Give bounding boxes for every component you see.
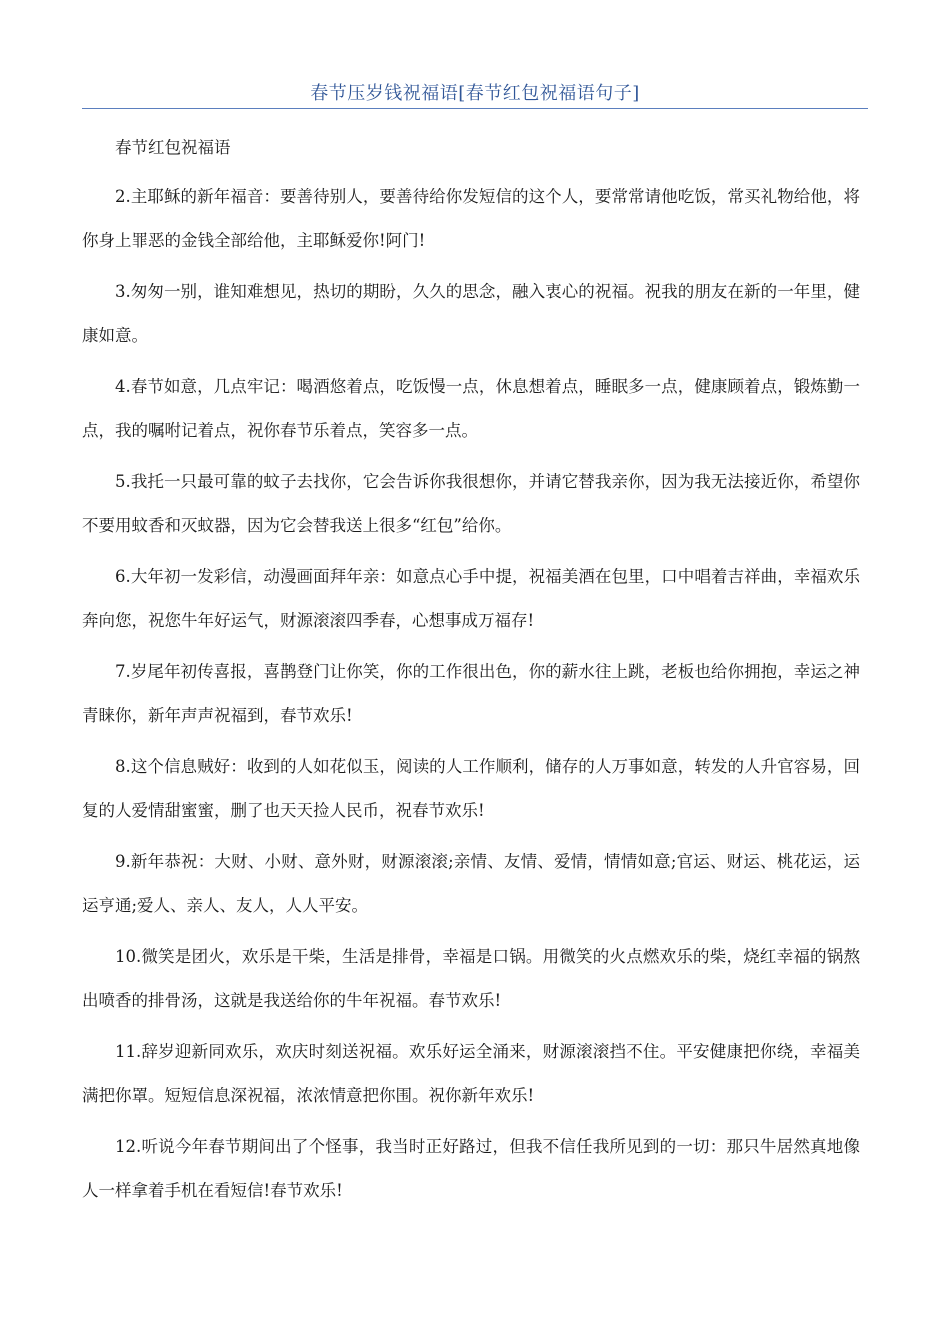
paragraph-3: 3.匆匆一别，谁知难想见，热切的期盼，久久的思念，融入衷心的祝福。祝我的朋友在新的一年里，健康如意。 (82, 282, 860, 345)
document-body (82, 124, 860, 1216)
paragraph-9: 9.新年恭祝：大财、小财、意外财，财源滚滚;亲情、友情、爱情，情情如意;官运、财运、桃花运，运运亨通;爱人、亲人、友人，人人平安。 (82, 852, 860, 915)
document-title: 春节压岁钱祝福语[春节红包祝福语句子] (310, 83, 640, 104)
title-underline (82, 108, 868, 109)
paragraph-6: 6.大年初一发彩信，动漫画面拜年亲：如意点心手中提，祝福美酒在包里，口中唱着吉祥曲，幸福欢乐奔向您，祝您牛年好运气，财源滚滚四季春，心想事成万福存! (82, 567, 860, 630)
paragraph-12: 12.听说今年春节期间出了个怪事，我当时正好路过，但我不信任我所见到的一切：那只牛居然真地像人一样拿着手机在看短信!春节欢乐! (82, 1137, 860, 1200)
paragraph-8: 8.这个信息贼好：收到的人如花似玉，阅读的人工作顺利，储存的人万事如意，转发的人升官容易，回复的人爱情甜蜜蜜，删了也天天捡人民币，祝春节欢乐! (82, 757, 860, 820)
paragraph-5: 5.我托一只最可靠的蚊子去找你，它会告诉你我很想你，并请它替我亲你，因为我无法接近你，希望你不要用蚊香和灭蚊器，因为它会替我送上很多“红包”给你。 (82, 472, 860, 535)
paragraph-2: 2.主耶稣的新年福音：要善待别人，要善待给你发短信的这个人，要常常请他吃饭，常买礼物给他，将你身上罪恶的金钱全部给他，主耶稣爱你!阿门! (82, 187, 860, 250)
paragraph-10: 10.微笑是团火，欢乐是干柴，生活是排骨，幸福是口锅。用微笑的火点燃欢乐的柴，烧红幸福的锅熬出喷香的排骨汤，这就是我送给你的牛年祝福。春节欢乐! (82, 947, 860, 1010)
paragraph-4: 4.春节如意，几点牢记：喝酒悠着点，吃饭慢一点，休息想着点，睡眠多一点，健康顾着点，锻炼勤一点，我的嘱咐记着点，祝你春节乐着点，笑容多一点。 (82, 377, 860, 440)
section-heading: 春节红包祝福语 (115, 138, 231, 157)
paragraph-7: 7.岁尾年初传喜报，喜鹊登门让你笑，你的工作很出色，你的薪水往上跳，老板也给你拥抱，幸运之神青睐你，新年声声祝福到，春节欢乐! (82, 662, 860, 725)
paragraph-11: 11.辞岁迎新同欢乐，欢庆时刻送祝福。欢乐好运全涌来，财源滚滚挡不住。平安健康把你绕，幸福美满把你罩。短短信息深祝福，浓浓情意把你围。祝你新年欢乐! (82, 1042, 860, 1105)
